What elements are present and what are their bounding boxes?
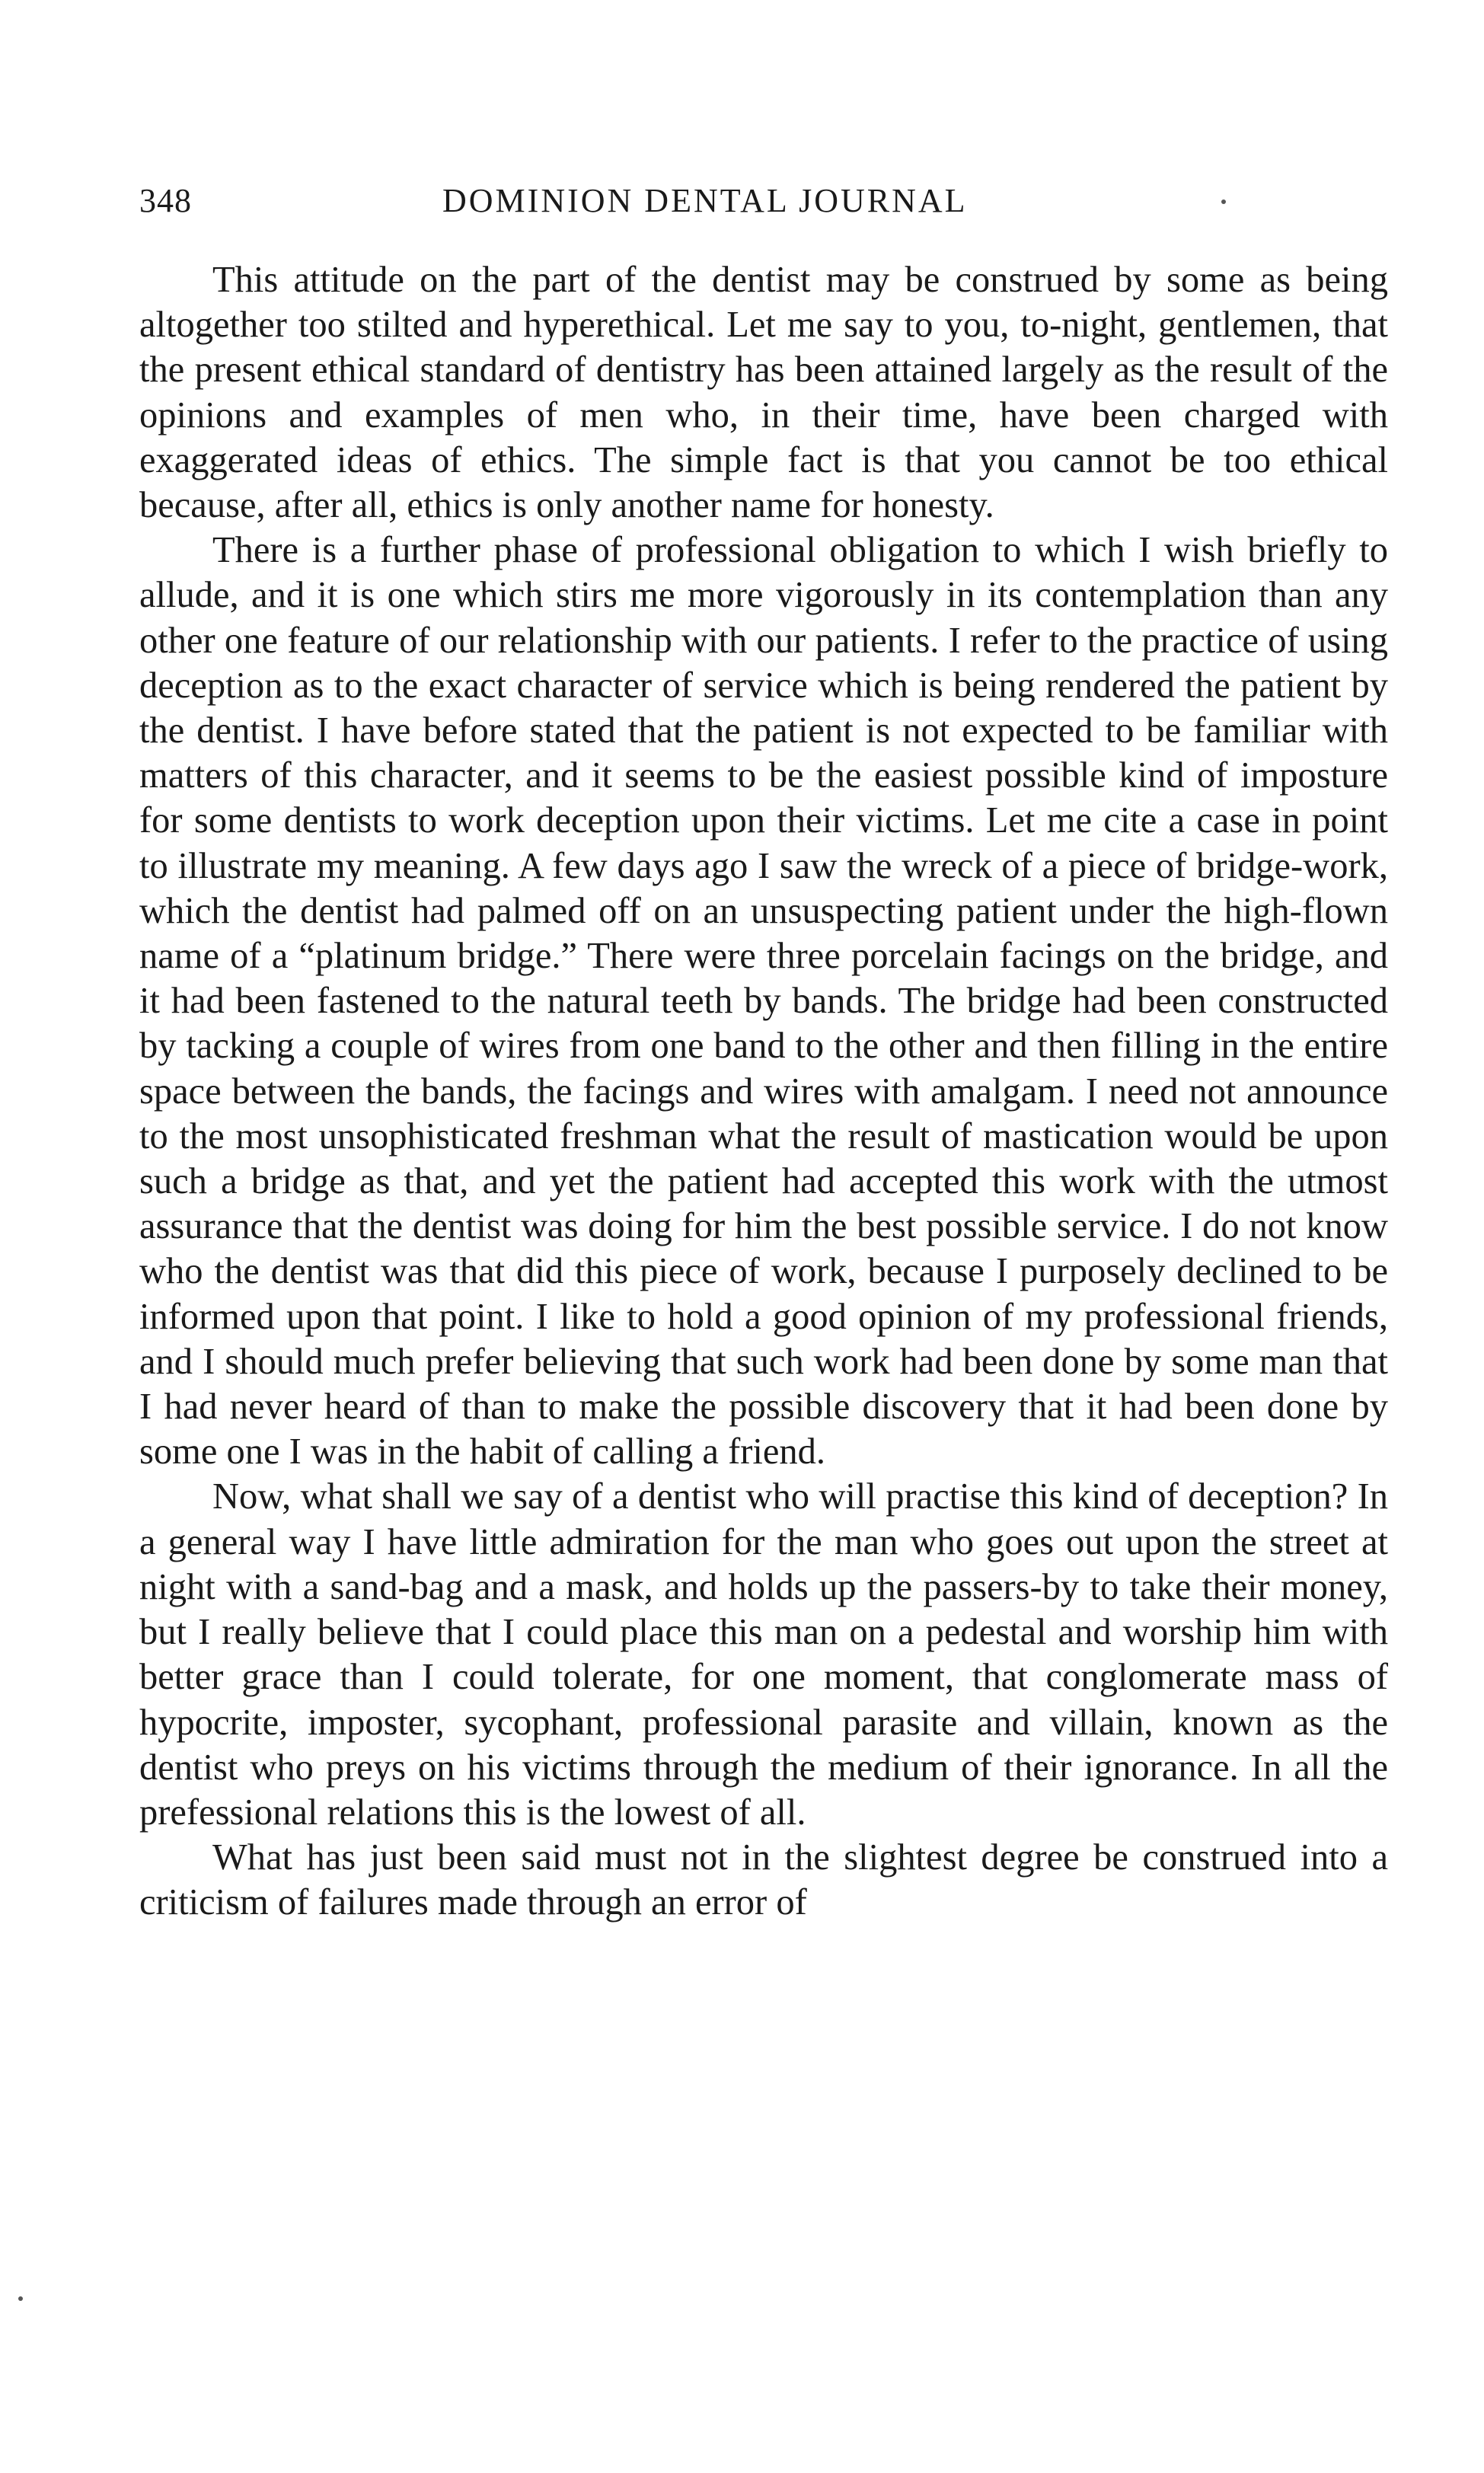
scan-speck [18,2296,23,2301]
paragraph-lowest-relations: Now, what shall we say of a dentist who will practise this kind of deception? In a general way I have little admiration for the man who goes out upon the street at night with a sand-bag and a mask, and holds up the passers-by to take their money, but I really believe that I could place this man on a pedestal and worship him with better grace than I could tolerate, for one moment, that conglomerate mass of hypocrite, imposter, sycophant, professional parasite and villain, known as the dentist who preys on his victims through the medium of their ignorance. In all the prefessional relations this is the lowest of all. [139,1476,1388,1833]
paragraph-deception-bridge-work: There is a further phase of professional obligation to which I wish briefly to allude, and it is one which stirs me more vigorously in its contemplation than any other one feature of our relationship with our patients. I refer to the practice of using deception as to the exact character of service which is being rendered the patient by the dentist. I have before stated that the patient is not expected to be familiar with matters of this character, and it seems to be the easiest possible kind of imposture for some dentists to work deception upon their victims. Let me cite a case in point to illustrate my meaning. A few days ago I saw the wreck of a piece of bridge-work, which the dentist had palmed off on an unsuspecting patient under the high-flown name of a “platinum bridge.” There were three porcelain facings on the bridge, and it had been fastened to the natural teeth by bands. The bridge had been constructed by tacking a couple of wires from one band to the other and then filling in the entire space between the bands, the facings and wires with amalgam. I need not announce to the most unsophisticated freshman what the result of mastication would be upon such a bridge as that, and yet the patient had accepted this work with the utmost assurance that the dentist was doing for him the best possible service. I do not know who the dentist was that did this piece of work, because I purposely declined to be informed upon that point. I like to hold a good opinion of my professional friends, and I should much prefer believing that such work had been done by some man that I had never heard of than to make the possible discovery that it had been done by some one I was in the habit of calling a friend. [139,530,1388,1473]
running-title: DOMINION DENTAL JOURNAL [442,182,968,219]
scan-speck [1221,199,1226,204]
page-header [139,181,1388,227]
body-text [139,257,1388,1926]
paragraph-ethics-attitude: This attitude on the part of the dentist may be construed by some as being altogether too stilted and hyperethical. Let me say to you, to-night, gentlemen, that the present ethical standard of dentistry has been attained largely as the result of the opinions and examples of men who, in their time, have been charged with exaggerated ideas of ethics. The simple fact is that you cannot be too ethical because, after all, ethics is only another name for honesty. [139,260,1388,526]
page-number: 348 [139,182,192,219]
paragraph-criticism-failures: What has just been said must not in the slightest degree be construed into a criticism of failures made through an error of [139,1837,1388,1923]
